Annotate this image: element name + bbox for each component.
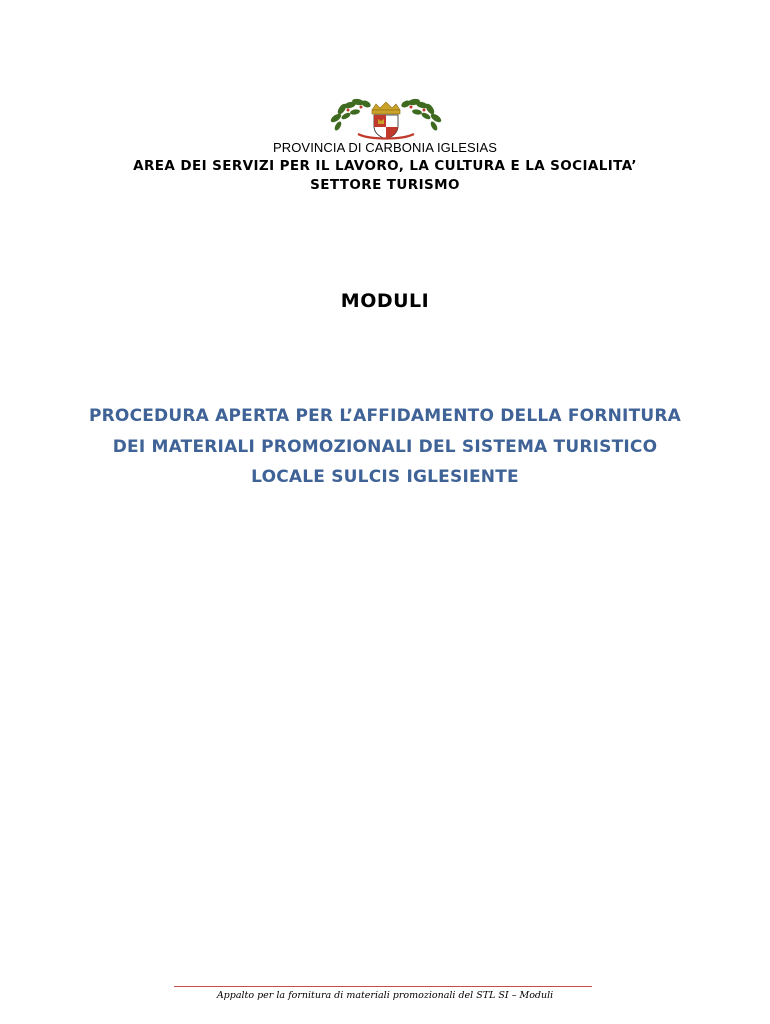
department-area: AREA DEI SERVIZI PER IL LAVORO, LA CULTURA E LA SOCIALITA’ [133,158,637,174]
procedure-line: LOCALE SULCIS IGLESIENTE [251,467,519,487]
province-name: PROVINCIA DI CARBONIA IGLESIAS [272,140,498,155]
department-sector: SETTORE TURISMO [310,177,460,193]
document-title: MODULI [340,290,430,312]
coat-of-arms-icon [328,96,444,142]
procedure-line: DEI MATERIALI PROMOZIONALI DEL SISTEMA TURISTICO [112,436,658,457]
footer-divider [174,986,592,987]
procedure-heading [0,401,770,493]
procedure-line: PROCEDURA APERTA PER L’AFFIDAMENTO DELLA FORNITURA [88,406,682,426]
footer-text: Appalto per la fornitura di materiali promozionali del STL SI – Moduli [216,990,554,1001]
